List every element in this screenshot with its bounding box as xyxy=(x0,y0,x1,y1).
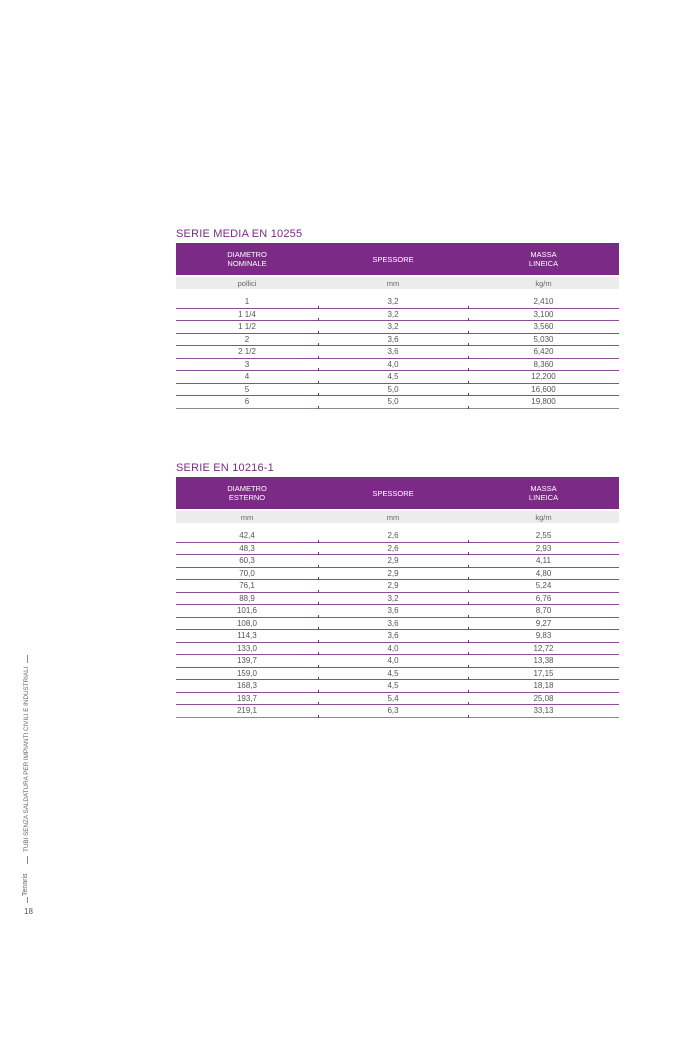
cell-spessore: 3,6 xyxy=(387,334,399,344)
cell-diametro: 4 xyxy=(244,372,250,382)
cell-diametro: 3 xyxy=(244,359,250,369)
table-row xyxy=(176,321,619,334)
cell-spessore: 6,3 xyxy=(387,706,399,716)
table-row xyxy=(176,334,619,347)
unit-massa: kg/m xyxy=(535,512,552,522)
cell-spessore: 2,6 xyxy=(387,531,399,541)
cell-diametro: 219,1 xyxy=(236,706,258,716)
cell-massa: 12,200 xyxy=(531,372,556,382)
table-row xyxy=(176,630,619,643)
cell-diametro: 1 xyxy=(244,297,250,307)
cell-diametro: 5 xyxy=(244,384,250,394)
cell-diametro: 2 1/2 xyxy=(238,347,256,357)
cell-spessore: 4,5 xyxy=(387,372,399,382)
column-tick xyxy=(318,715,319,718)
cell-diametro: 1 1/2 xyxy=(238,322,256,332)
cell-massa: 4,11 xyxy=(536,556,551,566)
cell-spessore: 4,0 xyxy=(387,643,399,653)
table-row xyxy=(176,580,619,593)
cell-spessore: 3,2 xyxy=(387,322,399,332)
table-header xyxy=(176,243,619,275)
cell-spessore: 4,0 xyxy=(387,656,399,666)
table-row xyxy=(176,359,619,372)
cell-massa: 16,600 xyxy=(531,384,556,394)
cell-massa: 13,38 xyxy=(533,656,554,666)
cell-massa: 12,72 xyxy=(533,643,554,653)
table-row xyxy=(176,309,619,322)
cell-spessore: 3,2 xyxy=(387,593,399,603)
cell-diametro: 76,1 xyxy=(239,581,255,591)
units-row xyxy=(176,511,619,523)
sidebar-brand: Tenaris xyxy=(22,873,29,896)
cell-diametro: 139,7 xyxy=(236,656,258,666)
cell-massa: 2,93 xyxy=(535,543,552,553)
cell-spessore: 3,6 xyxy=(387,606,399,616)
table-row xyxy=(176,371,619,384)
column-tick xyxy=(468,406,469,409)
table-section-serie-media xyxy=(176,228,619,409)
cell-massa: 9,27 xyxy=(535,618,552,628)
cell-spessore: 2,9 xyxy=(387,556,399,566)
page-number: 18 xyxy=(24,907,33,916)
cell-massa: 6,76 xyxy=(535,593,552,603)
table-row xyxy=(176,555,619,568)
cell-diametro: 168,3 xyxy=(236,681,258,691)
table-body xyxy=(176,530,619,718)
cell-spessore: 2,9 xyxy=(387,581,399,591)
cell-diametro: 42,4 xyxy=(239,531,255,541)
cell-diametro: 101,6 xyxy=(236,606,258,616)
cell-spessore: 2,6 xyxy=(387,543,399,553)
cell-diametro: 108,0 xyxy=(236,618,258,628)
table-row xyxy=(176,680,619,693)
cell-massa: 6,420 xyxy=(533,347,554,357)
cell-massa: 17,15 xyxy=(533,668,554,678)
table-section-en-10216 xyxy=(176,462,619,718)
cell-spessore: 3,2 xyxy=(387,297,399,307)
table-row xyxy=(176,655,619,668)
column-tick xyxy=(318,406,319,409)
table-row xyxy=(176,705,619,718)
table-row xyxy=(176,693,619,706)
header-diametro: DIAMETRO ESTERNO xyxy=(227,484,267,502)
cell-diametro: 1 1/4 xyxy=(238,309,256,319)
unit-spessore: mm xyxy=(386,278,400,288)
cell-massa: 2,55 xyxy=(535,531,552,541)
sidebar-divider xyxy=(27,655,28,663)
cell-spessore: 4,0 xyxy=(387,359,399,369)
cell-massa: 3,100 xyxy=(533,309,554,319)
cell-spessore: 5,4 xyxy=(387,693,399,703)
sidebar-divider xyxy=(27,897,28,903)
cell-diametro: 133,0 xyxy=(236,643,258,653)
cell-spessore: 5,0 xyxy=(387,397,399,407)
cell-diametro: 193,7 xyxy=(236,693,258,703)
cell-diametro: 114,3 xyxy=(237,631,257,641)
table-row xyxy=(176,618,619,631)
unit-diametro: mm xyxy=(240,512,254,522)
table-row xyxy=(176,543,619,556)
cell-massa: 19,800 xyxy=(531,397,556,407)
units-row xyxy=(176,277,619,289)
cell-diametro: 70,0 xyxy=(239,568,255,578)
cell-spessore: 3,6 xyxy=(387,631,399,641)
cell-diametro: 60,3 xyxy=(239,556,255,566)
header-spessore: SPESSORE xyxy=(372,254,414,264)
cell-spessore: 3,6 xyxy=(387,618,399,628)
cell-spessore: 2,9 xyxy=(387,568,399,578)
table-title: SERIE MEDIA EN 10255 xyxy=(176,228,303,240)
table-header xyxy=(176,477,619,509)
table-row xyxy=(176,396,619,409)
unit-massa: kg/m xyxy=(535,278,552,288)
column-tick xyxy=(468,715,469,718)
cell-massa: 9,83 xyxy=(535,631,552,641)
table-row xyxy=(176,593,619,606)
unit-spessore: mm xyxy=(386,512,400,522)
header-massa: MASSA LINEICA xyxy=(528,484,559,502)
table-title: SERIE EN 10216-1 xyxy=(176,462,274,474)
header-massa: MASSA LINEICA xyxy=(528,250,559,268)
table-row xyxy=(176,668,619,681)
cell-spessore: 3,6 xyxy=(387,347,399,357)
table-row xyxy=(176,346,619,359)
cell-massa: 5,24 xyxy=(535,581,552,591)
sidebar-divider xyxy=(27,856,28,864)
table-row xyxy=(176,384,619,397)
sidebar-document-title: TUBI SENZA SALDATURA PER IMPIANTI CIVILI E INDUSTRIALI xyxy=(23,666,30,852)
cell-massa: 8,360 xyxy=(533,359,554,369)
table-row xyxy=(176,568,619,581)
cell-spessore: 4,5 xyxy=(387,681,399,691)
cell-massa: 2,410 xyxy=(533,297,554,307)
cell-diametro: 6 xyxy=(244,397,250,407)
header-diametro: DIAMETRO NOMINALE xyxy=(227,250,267,268)
cell-massa: 8,70 xyxy=(535,606,552,616)
table-row xyxy=(176,605,619,618)
cell-diametro: 88,9 xyxy=(239,593,255,603)
cell-massa: 3,560 xyxy=(533,322,554,332)
table-row xyxy=(176,530,619,543)
cell-massa: 25,08 xyxy=(533,693,554,703)
cell-spessore: 4,5 xyxy=(387,668,399,678)
cell-spessore: 5,0 xyxy=(387,384,399,394)
cell-massa: 18,18 xyxy=(533,681,554,691)
cell-spessore: 3,2 xyxy=(387,309,399,319)
header-spessore: SPESSORE xyxy=(372,488,414,498)
cell-diametro: 48,3 xyxy=(239,543,255,553)
cell-massa: 5,030 xyxy=(533,334,554,344)
unit-diametro: pollici xyxy=(237,278,257,288)
table-row xyxy=(176,643,619,656)
cell-massa: 33,13 xyxy=(533,706,554,716)
cell-massa: 4,80 xyxy=(535,568,552,578)
cell-diametro: 159,0 xyxy=(236,668,258,678)
cell-diametro: 2 xyxy=(244,334,250,344)
table-row xyxy=(176,296,619,309)
table-body xyxy=(176,296,619,409)
